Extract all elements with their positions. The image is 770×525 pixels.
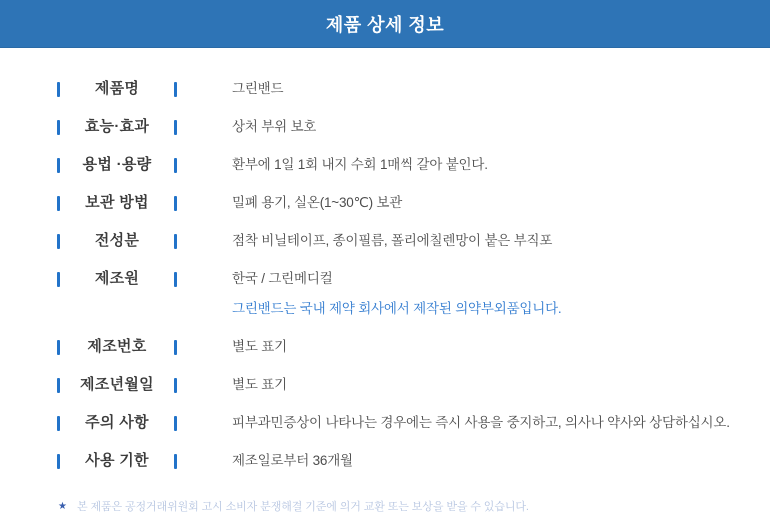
row-value-cell <box>177 268 562 320</box>
page-header <box>0 0 770 48</box>
row-value-cell <box>177 374 287 396</box>
row-note: 그린밴드는 국내 제약 회사에서 제작된 의약부외품입니다. <box>232 301 562 316</box>
table-row <box>0 450 770 472</box>
row-label: 전성분 <box>94 232 140 249</box>
table-row <box>0 230 770 252</box>
table-row <box>0 154 770 176</box>
footer-note <box>58 498 770 514</box>
detail-table <box>0 48 770 472</box>
row-value: 피부과민증상이 나타나는 경우에는 즉시 사용을 중지하고, 의사나 약사와 상담하십시오. <box>232 415 730 430</box>
row-value: 별도 표기 <box>232 377 287 392</box>
row-value-cell <box>177 78 283 100</box>
row-value: 밀폐 용기, 실온(1~30℃) 보관 <box>232 195 403 210</box>
row-label: 제품명 <box>94 80 140 97</box>
row-value-cell <box>177 450 353 472</box>
row-label: 용법 ·용량 <box>82 156 152 173</box>
row-value-cell <box>177 192 402 214</box>
row-value-cell <box>177 154 488 176</box>
table-row <box>0 78 770 100</box>
row-label: 제조년월일 <box>80 376 154 393</box>
table-row <box>0 374 770 396</box>
row-value: 상처 부위 보호 <box>232 119 317 134</box>
row-value: 환부에 1일 1회 내지 수회 1매씩 갈아 붙인다. <box>232 157 488 172</box>
row-label: 제조원 <box>94 270 140 287</box>
table-row <box>0 412 770 434</box>
row-value: 점착 비닐테이프, 종이필름, 폴리에칠렌망이 붙은 부직포 <box>232 233 553 248</box>
row-label: 사용 기한 <box>85 452 149 469</box>
footer-note-text: 본 제품은 공정거래위원회 고시 소비자 분쟁해결 기준에 의거 교환 또는 보상을 받을 수 있습니다. <box>76 501 529 513</box>
table-row <box>0 116 770 138</box>
row-value-cell <box>177 116 316 138</box>
row-value-cell <box>177 336 287 358</box>
row-value: 한국 / 그린메디컬 <box>232 271 333 286</box>
row-value: 별도 표기 <box>232 339 287 354</box>
row-label: 주의 사항 <box>85 414 149 431</box>
star-icon: ★ <box>58 500 67 512</box>
page-title: 제품 상세 정보 <box>325 14 445 35</box>
row-value-cell <box>177 230 552 252</box>
row-label: 효능·효과 <box>84 118 150 135</box>
row-value-cell <box>177 412 730 434</box>
table-row <box>0 268 770 320</box>
row-value: 그린밴드 <box>232 81 284 96</box>
row-label: 제조번호 <box>87 338 147 355</box>
row-label: 보관 방법 <box>85 194 149 211</box>
table-row <box>0 336 770 358</box>
table-row <box>0 192 770 214</box>
row-value: 제조일로부터 36개월 <box>232 453 353 468</box>
